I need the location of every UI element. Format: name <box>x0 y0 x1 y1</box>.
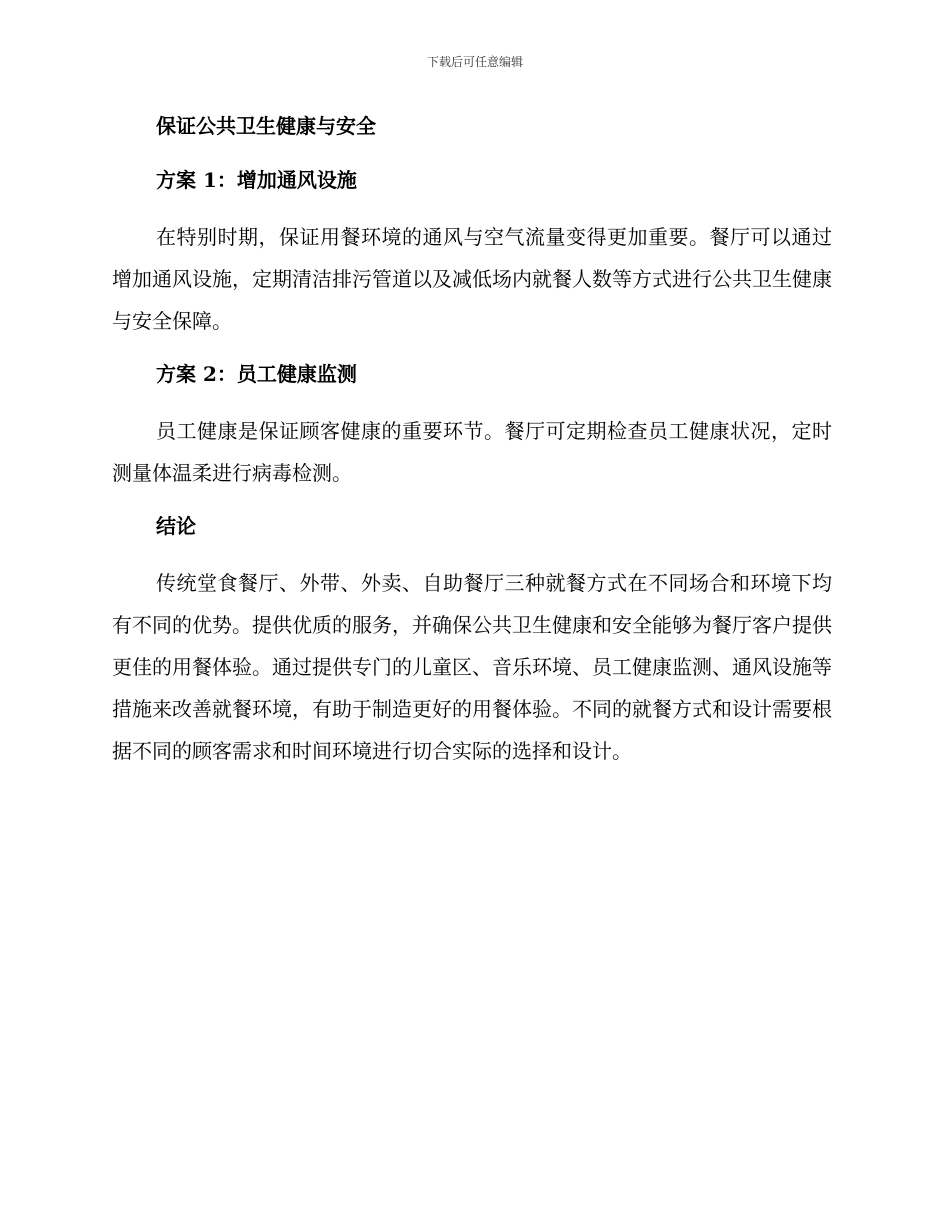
header-note: 下载后可任意编辑 <box>426 55 523 69</box>
section-title: 保证公共卫生健康与安全 <box>156 114 376 138</box>
conclusion-paragraph: 传统堂食餐厅、外带、外卖、自助餐厅三种就餐方式在不同场合和环境下均有不同的优势。提供优质的服务，并确保公共卫生健康和安全能够为餐厅客户提供更佳的用餐体验。通过提供专门的儿童区、音乐环境、员工健康监测、通风设施等措施来改善就餐环境，有助于制造更好的用餐体验。不同的就餐方式和设计需要根据不同的顾客需求和时间环境进行切合实际的选择和设计。 <box>112 571 832 763</box>
document-body <box>112 108 832 772</box>
plan1-heading: 方案 1：增加通风设施 <box>156 168 357 192</box>
spacer <box>112 342 832 356</box>
spacer <box>112 544 832 562</box>
spacer <box>112 494 832 508</box>
spacer <box>112 144 832 162</box>
spacer <box>112 392 832 410</box>
plan2-paragraph: 员工健康是保证顾客健康的重要环节。餐厅可定期检查员工健康状况，定时测量体温柔进行病毒检测。 <box>112 419 832 485</box>
plan1-paragraph: 在特别时期，保证用餐环境的通风与空气流量变得更加重要。餐厅可以通过增加通风设施，定期清洁排污管道以及减低场内就餐人数等方式进行公共卫生健康与安全保障。 <box>112 225 832 333</box>
conclusion-heading: 结论 <box>156 514 196 538</box>
plan2-heading: 方案 2：员工健康监测 <box>156 362 357 386</box>
spacer <box>112 198 832 216</box>
